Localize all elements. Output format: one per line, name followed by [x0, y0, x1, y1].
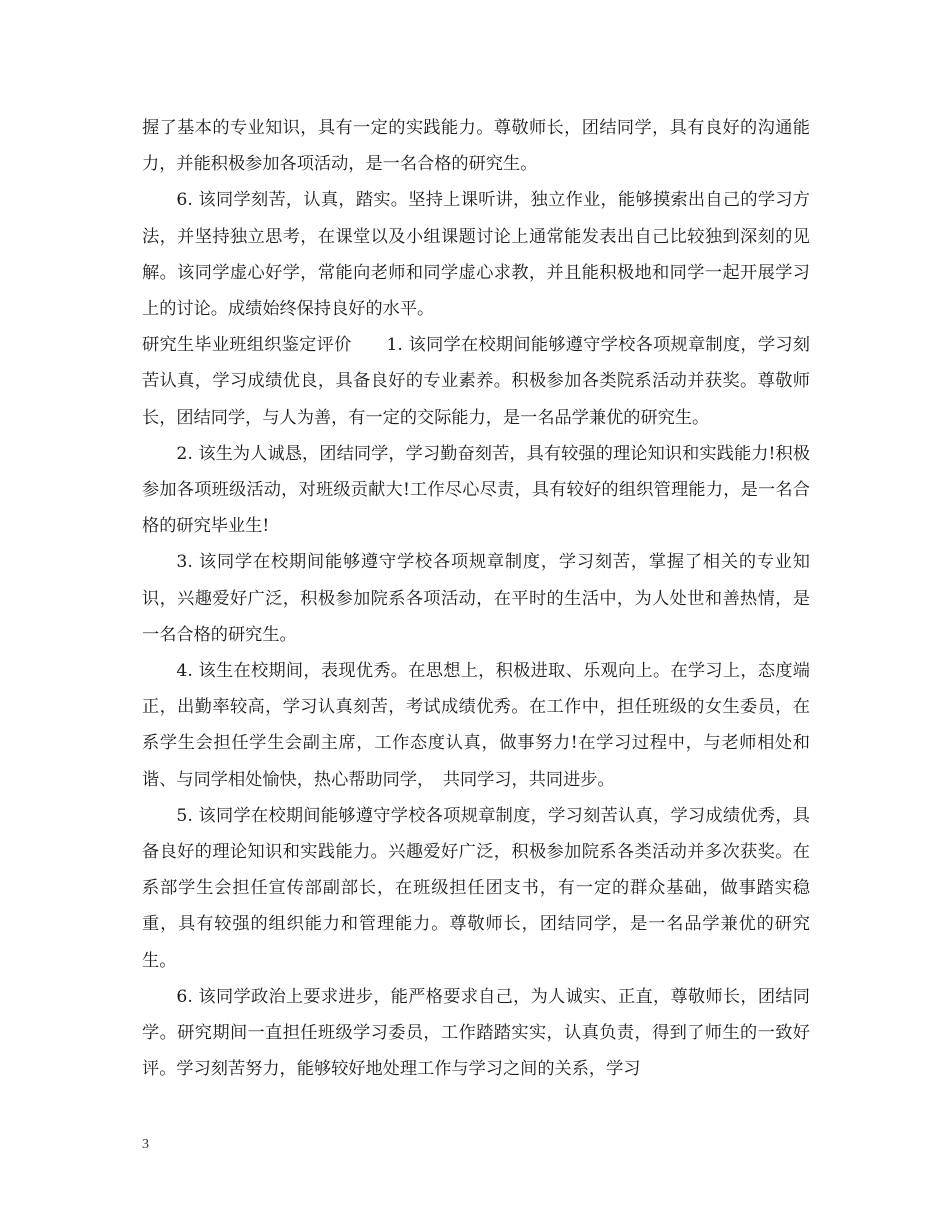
page-number: 3: [142, 1137, 149, 1152]
paragraph-8: 6. 该同学政治上要求进步，能严格要求自己，为人诚实、正直，尊敬师长，团结同学。研究期间一直担任班级学习委员，工作踏踏实实，认真负责，得到了师生的一致好评。学习刻苦努力，能够较好地处理工作与学习之间的关系，学习: [142, 986, 810, 1080]
document-body: [142, 110, 810, 1087]
paragraph-1: 握了基本的专业知识，具有一定的实践能力。尊敬师长，团结同学，具有良好的沟通能力，并能积极参加各项活动，是一名合格的研究生。: [142, 118, 810, 175]
paragraph-5: 3. 该同学在校期间能够遵守学校各项规章制度，学习刻苦，掌握了相关的专业知识，兴趣爱好广泛，积极参加院系各项活动，在平时的生活中，为人处世和善热情，是一名合格的研究生。: [142, 552, 810, 645]
paragraph-6: 4. 该生在校期间，表现优秀。在思想上，积极进取、乐观向上。在学习上，态度端正，出勤率较高，学习认真刻苦，考试成绩优秀。在工作中，担任班级的女生委员，在系学生会担任学生会副主席，工作态度认真，做事努力!在学习过程中，与老师相处和谐、与同学相处愉快，热心帮助同学， 共同学习，共同进步。: [142, 661, 810, 790]
paragraph-2: 6. 该同学刻苦，认真，踏实。坚持上课听讲，独立作业，能够摸索出自己的学习方法，并坚持独立思考，在课堂以及小组课题讨论上通常能发表出自己比较独到深刻的见解。该同学虚心好学，常能向老师和同学虚心求教，并且能积极地和同学一起开展学习上的讨论。成绩始终保持良好的水平。: [142, 190, 810, 320]
paragraph-4: 2. 该生为人诚恳，团结同学，学习勤奋刻苦，具有较强的理论知识和实践能力!积极参加各项班级活动，对班级贡献大!工作尽心尽责，具有较好的组织管理能力，是一名合格的研究毕业生!: [142, 443, 810, 537]
paragraph-3: 研究生毕业班组织鉴定评价 1. 该同学在校期间能够遵守学校各项规章制度，学习刻苦认真，学习成绩优良，具备良好的专业素养。积极参加各类院系活动并获奖。尊敬师长，团结同学，与人为善，有一定的交际能力，是一名品学兼优的研究生。: [142, 335, 810, 428]
paragraph-7: 5. 该同学在校期间能够遵守学校各项规章制度，学习刻苦认真，学习成绩优秀，具备良好的理论知识和实践能力。兴趣爱好广泛，积极参加院系各类活动并多次获奖。在系部学生会担任宣传部副部长，在班级担任团支书，有一定的群众基础，做事踏实稳重，具有较强的组织能力和管理能力。尊敬师长，团结同学，是一名品学兼优的研究生。: [142, 805, 810, 971]
